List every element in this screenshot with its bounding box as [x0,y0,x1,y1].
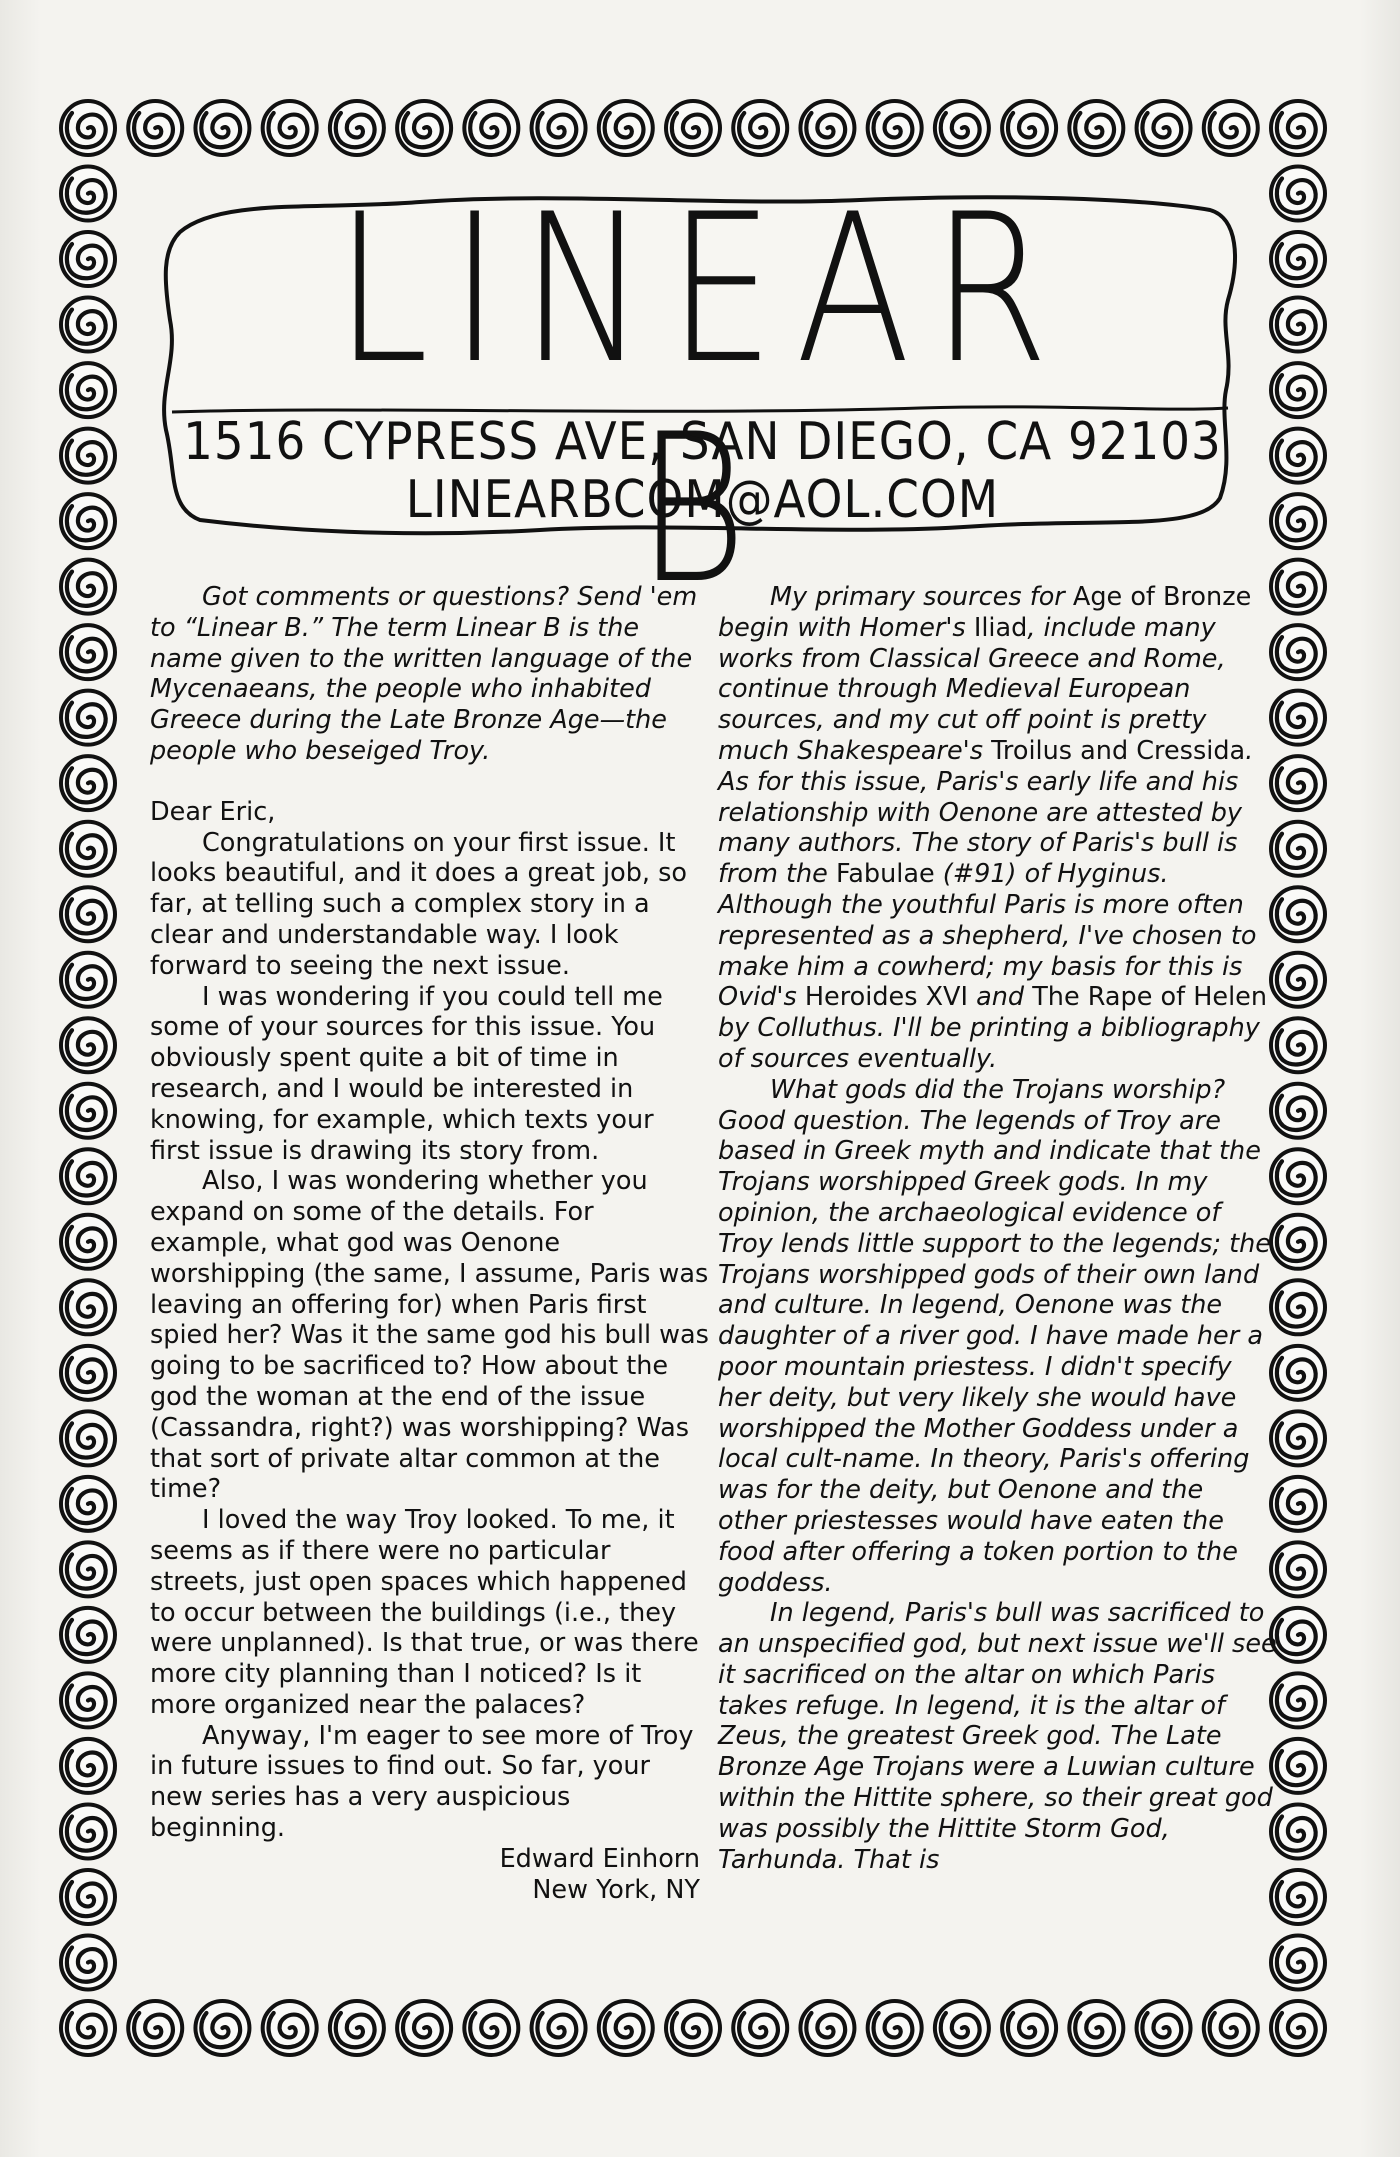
reply-paragraph: My primary sources for Age of Bronze begin with Homer's Iliad, include many works from Classical Greece and Rome, continue through Medieval European sources, and my cut off point is pretty much Shakespeare's Troilus and Cressida. As for this issue, Paris's early life and his relationship with Oenone are attested by many authors. The story of Paris's bull is from the Fabulae (#91) of Hyginus. Although the youthful Paris is more often represented as a shepherd, I've chosen to make him a cowherd; my basis for this is Ovid's Heroides XVI and The Rape of Helen by Colluthus. I'll be printing a bibliography of sources eventually. [718,582,1267,1074]
letter-paragraph: I loved the way Troy looked. To me, it seems as if there were no particular streets, just open spaces which happened to occur between the buildings (i.e., they were unplanned). Is that true, or was there more city planning than I noticed? Is it more organized near the palaces? [150,1505,699,1720]
spiral-ornament [61,1935,115,1989]
spiral-ornament [195,2001,249,2055]
spiral-ornament [1271,167,1325,221]
spiral-ornament [1271,1149,1325,1203]
spiral-ornament [1271,560,1325,614]
spiral-ornament [733,101,787,155]
spiral-ornament [532,101,586,155]
spiral-ornament [666,101,720,155]
intro-text: Got comments or questions? Send 'em to “Linear B.” The term Linear B is the name given to the written language of the Mycenaeans, the people who inhabited Greece during the Late Bronze Age—the people who beseiged Troy. [150,582,698,766]
reply-column [718,582,1278,1875]
spiral-ornament [1271,1477,1325,1531]
spiral-ornament [935,2001,989,2055]
spiral-ornament [1137,101,1191,155]
spiral-ornament [61,953,115,1007]
masthead [160,171,1245,629]
spiral-ornament [1271,1280,1325,1334]
spiral-ornament [1271,494,1325,548]
spiral-ornament [1271,756,1325,810]
spiral-ornament [128,2001,182,2055]
spiral-ornament [935,101,989,155]
spiral-ornament [1271,953,1325,1007]
spiral-ornament [1204,2001,1258,2055]
spiral-ornament [61,756,115,810]
spiral-ornament [61,363,115,417]
spiral-ornament [599,101,653,155]
letter-salutation: Dear Eric, [150,796,276,827]
spiral-ornament [61,167,115,221]
spiral-ornament [61,1870,115,1924]
letter-paragraph: Anyway, I'm eager to see more of Troy in future issues to find out. So far, your new series has a very auspicious beginning. [150,1720,694,1844]
letter-paragraph: I was wondering if you could tell me some of your sources for this issue. You obviously spent quite a bit of time in research, and I would be interested in knowing, for example, which texts your first issue is drawing its story from. [150,981,663,1166]
signature-name: Edward Einhorn [499,1843,700,1874]
spiral-ornament [1271,1018,1325,1072]
spiral-ornament [532,2001,586,2055]
letter-paragraph: Also, I was wondering whether you expand on some of the details. For example, what god was Oenone worshipping (the same, I assume, Paris was leaving an offering for) when Paris first spied her? Was it the same god his bull was going to be sacrificed to? How about the god the woman at the end of the issue (Cassandra, right?) was worshipping? Was that sort of private altar common at the time? [150,1166,709,1505]
spiral-ornament [61,1346,115,1400]
spiral-ornament [61,1477,115,1531]
spiral-ornament [61,887,115,941]
spiral-ornament [61,560,115,614]
spiral-ornament [464,2001,518,2055]
spiral-ornament [1271,363,1325,417]
masthead-title: LINEAR B [335,171,1070,629]
spiral-ornament [1204,101,1258,155]
spiral-ornament [61,625,115,679]
spiral-ornament [1271,1608,1325,1662]
spiral-ornament [61,1542,115,1596]
spiral-ornament [1069,2001,1123,2055]
spiral-ornament [263,101,317,155]
spiral-ornament [1271,822,1325,876]
spiral-ornament [733,2001,787,2055]
spiral-ornament [1271,429,1325,483]
signature-place: New York, NY [532,1874,700,1905]
spiral-ornament [1271,1673,1325,1727]
spiral-ornament [61,1804,115,1858]
spiral-ornament [599,2001,653,2055]
spiral-ornament [61,822,115,876]
spiral-ornament [61,298,115,352]
spiral-ornament [330,2001,384,2055]
spiral-ornament [61,494,115,548]
spiral-ornament [1271,101,1325,155]
spiral-ornament [61,1673,115,1727]
spiral-ornament [128,101,182,155]
letter-column [150,582,710,1905]
spiral-ornament [1271,1935,1325,1989]
spiral-ornament [61,1149,115,1203]
spiral-ornament [1271,625,1325,679]
spiral-ornament [195,101,249,155]
spiral-ornament [61,1280,115,1334]
spiral-ornament [1002,101,1056,155]
spiral-ornament [1271,1411,1325,1465]
spiral-ornament [1271,1346,1325,1400]
spiral-ornament [61,1411,115,1465]
reply-paragraph: What gods did the Trojans worship? Good question. The legends of Troy are based in Greek myth and indicate that the Trojans worshipped Greek gods. In my opinion, the archaeological evidence of Troy lends little support to the legends; the Trojans worshipped gods of their own land and culture. In legend, Oenone was the daughter of a river god. I have made her a poor mountain priestess. I didn't specify her deity, but very likely she would have worshipped the Mother Goddess under a local cult-name. In theory, Paris's offering was for the deity, but Oenone and the other priestesses would have eaten the food after offering a token portion to the goddess. [718,1074,1271,1598]
spiral-ornament [61,101,115,155]
letter-paragraph: Congratulations on your first issue. It looks beautiful, and it does a great job, so far, at telling such a complex story in a clear and understandable way. I look forward to seeing the next issue. [150,827,687,981]
spiral-ornament [1271,1084,1325,1138]
spiral-ornament [666,2001,720,2055]
spiral-ornament [61,1608,115,1662]
spiral-ornament [61,1739,115,1793]
spiral-ornament [397,2001,451,2055]
mailing-address: 1516 CYPRESS AVE, SAN DIEGO, CA 92103 [183,412,1222,472]
spiral-ornament [868,101,922,155]
spiral-ornament [61,691,115,745]
spiral-ornament [1069,101,1123,155]
spiral-ornament [263,2001,317,2055]
spiral-ornament [61,1084,115,1138]
spiral-ornament [1271,1804,1325,1858]
email-address: LINEARBCOM@AOL.COM [405,470,1000,530]
spiral-ornament [61,1215,115,1269]
spiral-ornament [330,101,384,155]
spiral-ornament [1271,2001,1325,2055]
spiral-ornament [1271,298,1325,352]
spiral-ornament [397,101,451,155]
spiral-ornament [464,101,518,155]
spiral-ornament [1271,232,1325,286]
spiral-ornament [1271,1542,1325,1596]
spiral-ornament [61,1018,115,1072]
spiral-ornament [800,2001,854,2055]
reply-paragraph: In legend, Paris's bull was sacrificed to an unspecified god, but next issue we'll see it sacrificed on the altar on which Paris takes refuge. In legend, it is the altar of Zeus, the greatest Greek god. The Late Bronze Age Trojans were a Luwian culture within the Hittite sphere, so their great god was possibly the Hittite Storm God, Tarhunda. That is [718,1598,1277,1875]
spiral-ornament [1271,1215,1325,1269]
spiral-ornament [1271,691,1325,745]
spiral-ornament [61,232,115,286]
spiral-ornament [1271,1870,1325,1924]
spiral-ornament [61,2001,115,2055]
spiral-ornament [800,101,854,155]
spiral-ornament [1271,887,1325,941]
spiral-ornament [1137,2001,1191,2055]
spiral-ornament [868,2001,922,2055]
spiral-ornament [61,429,115,483]
spiral-ornament [1271,1739,1325,1793]
spiral-ornament [1002,2001,1056,2055]
